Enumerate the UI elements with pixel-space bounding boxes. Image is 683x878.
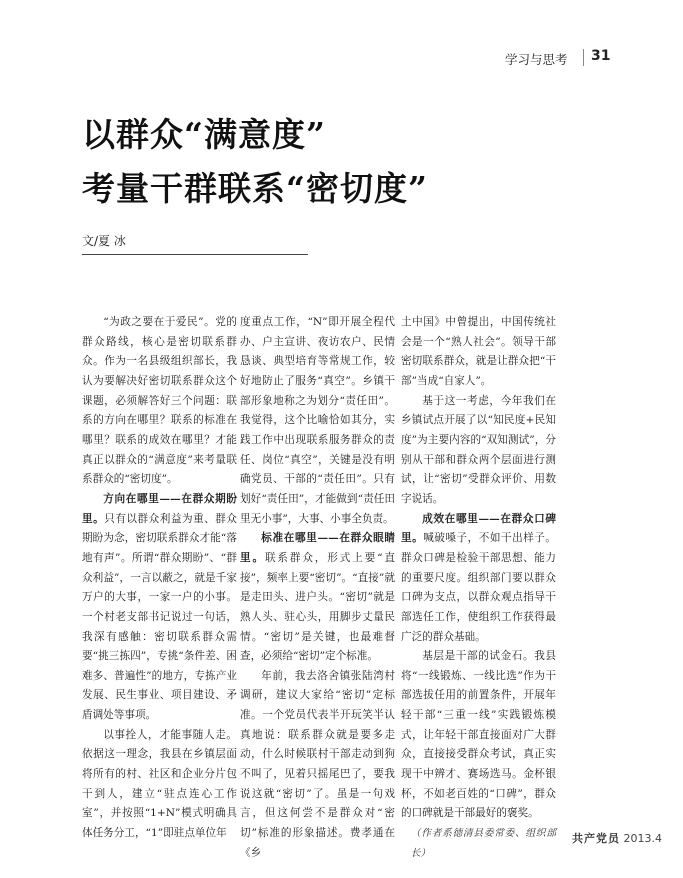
paragraph: 度重点工作，“N”即开展全程代办、户主宣讲、夜访农户、民情恳谈、典型培育等常规工作，较好地防止了服务“真空”。乡镇干部形象地称之为划分“责任田”。我觉得，这个比喻恰如其分，实践工作中出现联系服务群众的责任、岗位“真空”，关键是没有明确党员、干部的“责任田”。只有划好“责任田”，才能做到“责任田里无小事”，大事、小事全负责。 bbox=[240, 316, 395, 525]
text-column-1 bbox=[82, 313, 237, 844]
paragraph-body: 喊破嗓子，不如干出样子。群众口碑是检验干部思想、能力的重要尺度。组织部门要以群众口碑为支点，以群众观点指导干部选任工作，使组织工作获得最广泛的群众基础。 bbox=[401, 532, 557, 643]
paragraph: 基于这一考虑，今年我们在乡镇试点开展了以“知民度+民知度”为主要内容的“双知测试”，分别从干部和群众两个层面进行测试，让“密切”受群众评价、用数字说话。 bbox=[401, 394, 556, 505]
title-line-2: 考量干群联系“密切度” bbox=[82, 169, 428, 208]
text-column-2 bbox=[240, 313, 395, 863]
text-column-3 bbox=[401, 313, 556, 863]
paragraph-body: 只有以群众利益为重、群众期盼为念，密切联系群众才能“落地有声”。所谓“群众期盼”、“群众利益”，一言以蔽之，就是千家万户的大事，一家一户的小事。一个村老支部书记说过一句话，我深有感触：密切联系群众需要“挑三拣四”，专挑“条件差、困难多、普遍性”的地方，专拣产业发展、民生事业、项目建设、矛盾调处等事项。 bbox=[82, 512, 238, 722]
paragraph: 土中国》中曾提出，中国传统社会是一个“熟人社会”。领导干部密切联系群众，就是让群众把“干部”当成“自家人”。 bbox=[401, 316, 556, 387]
running-header bbox=[505, 47, 655, 71]
paragraph: 年前，我去洛舍镇张陆湾村调研，建议大家给“密切”定标准。一个党员代表半开玩笑半认真地说：联系群众就是要多走动，什么时候联村干部走动到狗不叫了，见着只摇尾巴了，要我说这就“密切”了。虽是一句戏言，但这何尝不是群众对“密切”标准的形象描述。费孝通在《乡 bbox=[240, 669, 395, 859]
paragraph bbox=[401, 510, 556, 648]
title-line-1: 以群众“满意度” bbox=[82, 115, 326, 154]
subheading: 方向在哪里——在群众期盼里。 bbox=[82, 492, 237, 525]
author-note: （作者系德清县委常委、组织部长） bbox=[410, 828, 556, 859]
paragraph: 以事拴人，才能事随人走。依据这一理念，我县在乡镇层面将所有的村、社区和企业分片包干到人，建立“驻点连心工作室”，并按照“1+N”模式明确具体任务分工，“1”即驻点单位年 bbox=[82, 728, 237, 840]
byline: 文/夏 冰 bbox=[82, 234, 126, 248]
paragraph-body: 联系群众，形式上要“直接”，频率上要“密切”。“直接”就是走田头、进户头。“密切”就是熟人头、驻心头，用脚步丈量民情。“密切”是关键，也最难督查，必须给“密切”定个标准。 bbox=[240, 551, 396, 663]
paragraph bbox=[240, 529, 395, 667]
subheading: 成效在哪里——在群众口碑里。 bbox=[401, 512, 556, 545]
subheading: 标准在哪里——在群众眼睛里。 bbox=[240, 532, 395, 564]
magazine-name: 共产党员 bbox=[572, 832, 620, 845]
page-number: 31 bbox=[591, 48, 611, 64]
article-title bbox=[82, 108, 428, 216]
page-footer bbox=[572, 830, 662, 846]
paragraph: “为政之要在于爱民”。党的群众路线，核心是密切联系群众。作为一名县级组织部长，我认为要解决好密切联系群众这个课题，必须解答好三个问题：联系的方向在哪里？联系的标准在哪里？联系的成效在哪里？才能真正以群众的“满意度”来考量联系群众的“密切度”。 bbox=[82, 316, 237, 486]
paragraph bbox=[82, 490, 237, 726]
header-divider bbox=[583, 49, 584, 66]
title-rule bbox=[82, 254, 308, 255]
paragraph: 基层是干部的试金石。我县将“一线锻炼、一线比选”作为干部选拔任用的前置条件，开展年轻干部“三重一线”实践锻炼模式，让年轻干部直接面对广大群众，直接接受群众考试，真正实现干中辨才、赛场选马。金杯银杯，不如老百姓的“口碑”，群众的口碑就是干部最好的褒奖。 bbox=[401, 650, 556, 820]
issue-number: 2013.4 bbox=[623, 832, 662, 845]
section-label: 学习与思考 bbox=[505, 52, 568, 67]
